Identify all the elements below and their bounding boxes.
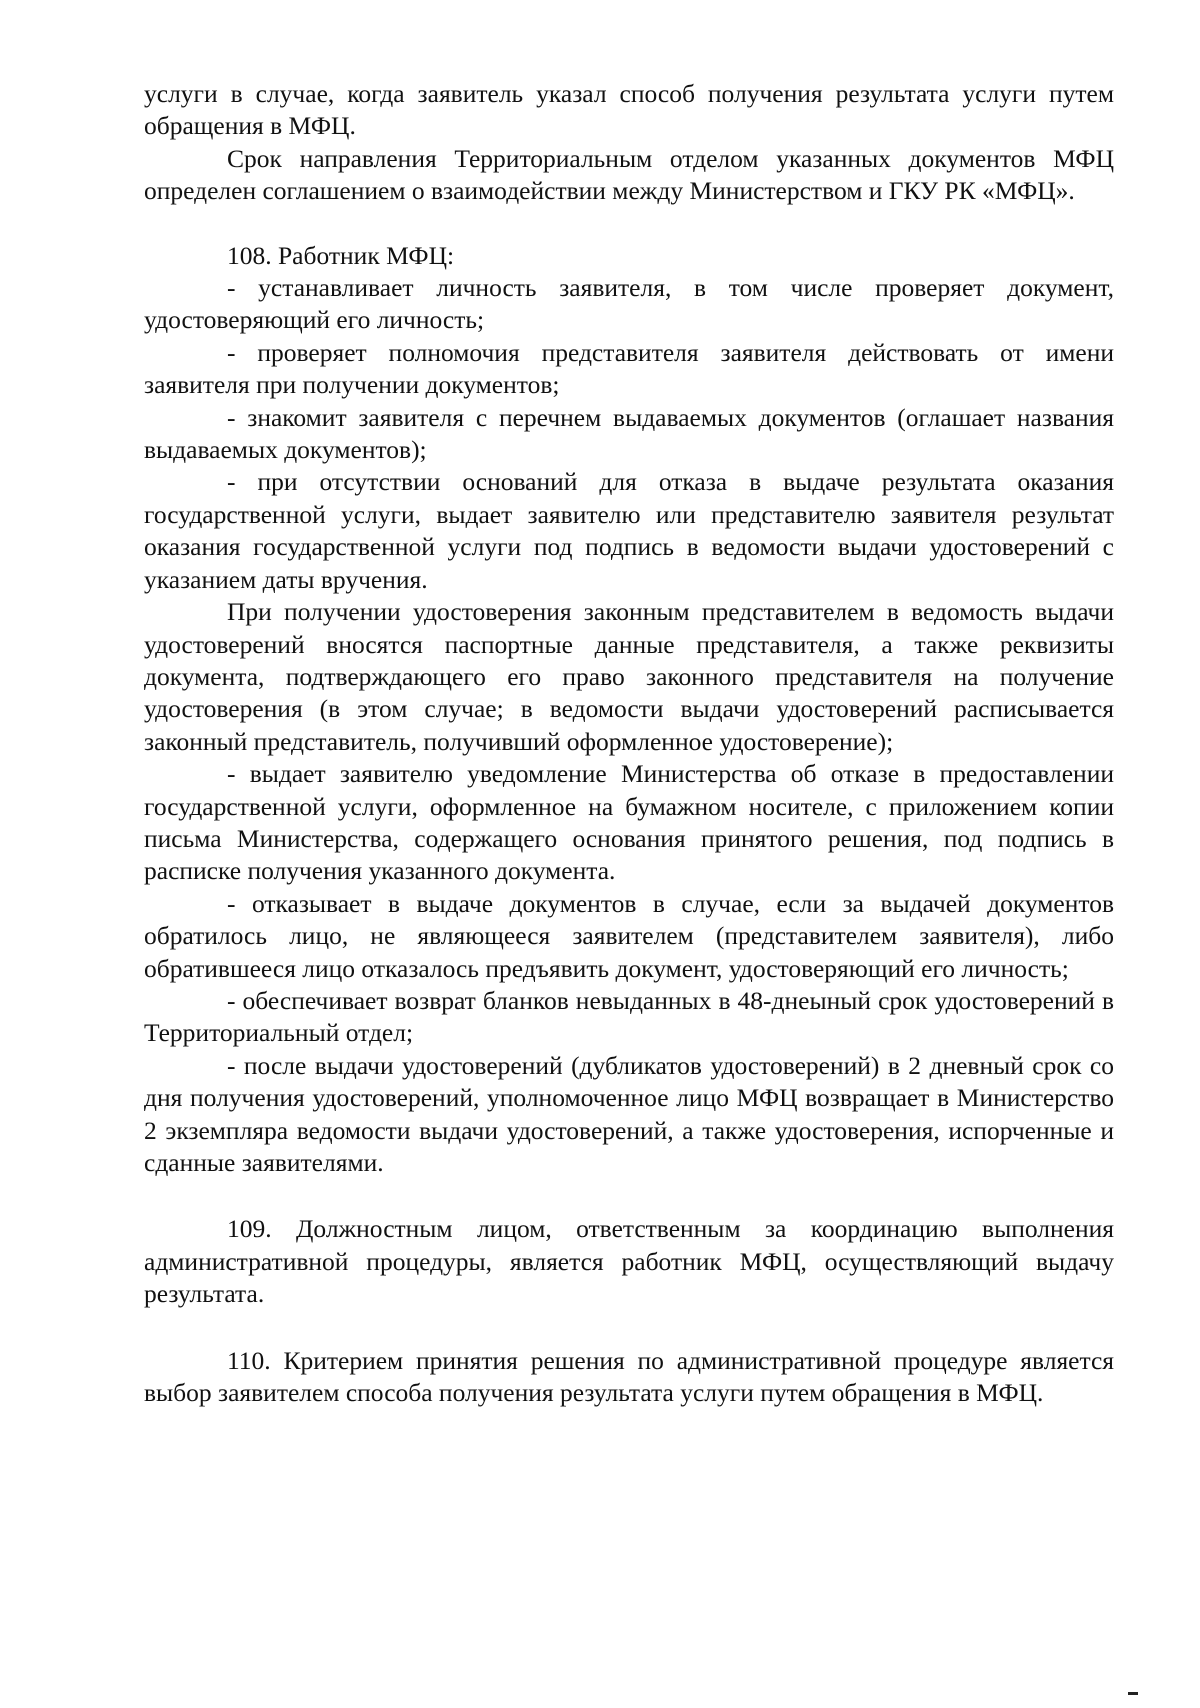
list-item-refusal-notice: - выдает заявителю уведомление Министерства об отказе в предоставлении государственной услуги, оформленное на бумажном носителе, с приложением копии письма Министерства, содержащего основания принятого решения, под подпись в расписке получения указанного документа. <box>144 759 1114 886</box>
list-item-return-blanks: - обеспечивает возврат бланков невыданных в 48-днеыный срок удостоверений в Территориальный отдел; <box>144 985 1114 1048</box>
paragraph-legal-representative: При получении удостоверения законным представителем в ведомость выдачи удостоверений вносятся паспортные данные представителя, а также реквизиты документа, подтверждающего его право законного представителя на получение удостоверения (в этом случае; в ведомости выдачи удостоверений расписывается законный представитель, получивший оформленное удостоверение); <box>144 597 1114 756</box>
section-110-paragraph: 110. Критерием принятия решения по административной процедуре является выбор заявителем способа получения результата услуги путем обращения в МФЦ. <box>144 1345 1114 1408</box>
list-item-issue-result: - при отсутствии оснований для отказа в выдаче результата оказания государственной услуги, выдает заявителю или представителю заявителя результат оказания государственной услуги под подпись в ведомости выдачи удостоверений с указанием даты вручения. <box>144 467 1114 594</box>
list-item-return-records: - после выдачи удостоверений (дубликатов удостоверений) в 2 дневный срок со дня получения удостоверений, уполномоченное лицо МФЦ возвращает в Министерство 2 экземпляра ведомости выдачи удостоверений, а также удостоверения, испорченные и сданные заявителями. <box>144 1050 1114 1177</box>
list-item-document-list: - знакомит заявителя с перечнем выдаваемых документов (оглашает названия выдаваемых документов); <box>144 402 1114 465</box>
paragraph-service-result: услуги в случае, когда заявитель указал способ получения результата услуги путем обращения в МФЦ. <box>144 79 1114 141</box>
list-item-authority-check: - проверяет полномочия представителя заявителя действовать от имени заявителя при получении документов; <box>144 337 1114 400</box>
list-item-identity-check: - устанавливает личность заявителя, в том числе проверяет документ, удостоверяющий его личность; <box>144 273 1114 335</box>
scan-edge-mark <box>1128 1692 1138 1695</box>
section-108-heading: 108. Работник МФЦ: <box>227 240 455 270</box>
paragraph-delivery-term: Срок направления Территориальным отделом указанных документов МФЦ определен соглашением о взаимодействии между Министерством и ГКУ РК «МФЦ». <box>144 143 1114 206</box>
section-109-paragraph: 109. Должностным лицом, ответственным за координацию выполнения административной процедуры, является работник МФЦ, осуществляющий выдачу результата. <box>144 1214 1114 1309</box>
document-body <box>144 78 1114 1409</box>
list-item-refuse-issue: - отказывает в выдаче документов в случае, если за выдачей документов обратилось лицо, не являющееся заявителем (представителем заявителя), либо обратившееся лицо отказалось предъявить документ, удостоверяющий его личность; <box>144 888 1114 983</box>
